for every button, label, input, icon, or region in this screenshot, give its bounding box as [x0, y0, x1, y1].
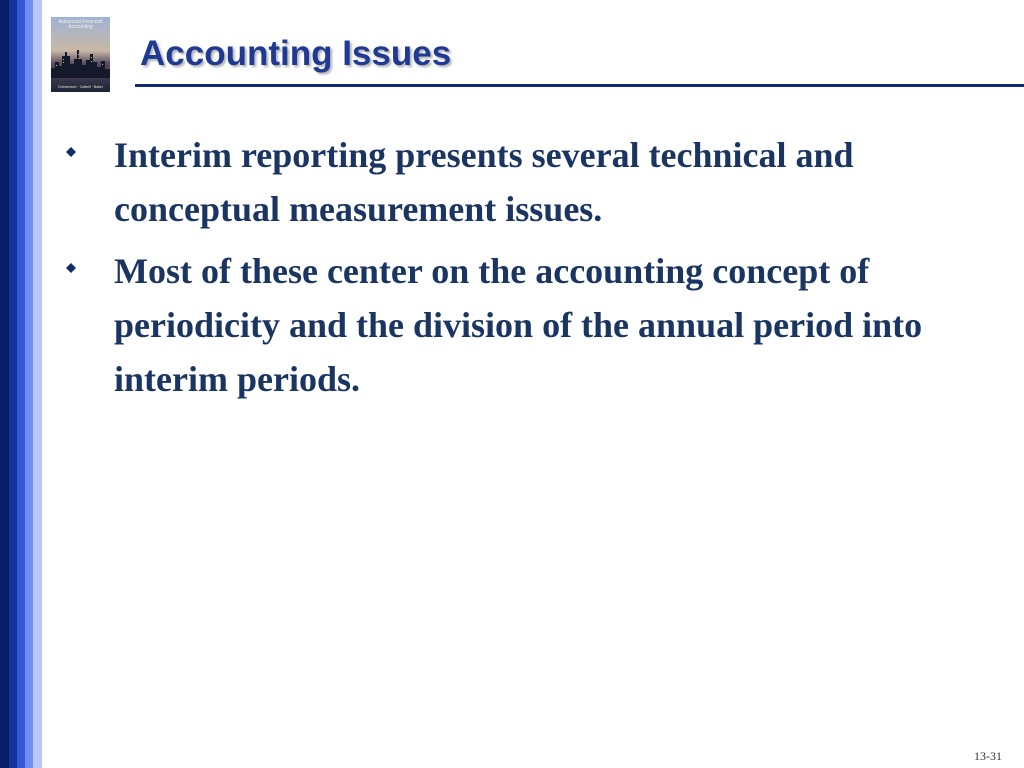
title-divider: [135, 84, 1024, 87]
city-skyline-icon: [51, 48, 110, 78]
bullet-text: Most of these center on the accounting concept of periodicity and the division of the annual period into interim periods.: [114, 251, 923, 399]
book-cover-thumbnail: [51, 17, 110, 92]
side-stripe-decoration: [0, 0, 42, 768]
book-cover-authors: Christensen · Cottrell · Baker: [57, 85, 104, 89]
book-cover-title: Advanced Financial Accounting: [58, 19, 103, 30]
bullet-text: Interim reporting presents several technical and conceptual measurement issues.: [114, 135, 854, 229]
stripe: [9, 0, 17, 768]
slide-title: Accounting Issues: [140, 34, 452, 73]
stripe: [25, 0, 33, 768]
diamond-bullet-icon: [66, 263, 76, 273]
bullet-item: [64, 128, 994, 236]
stripe: [0, 0, 9, 768]
page-number: 13-31: [974, 749, 1002, 763]
diamond-bullet-icon: [66, 147, 76, 157]
stripe: [33, 0, 42, 768]
bullet-item: [64, 244, 994, 406]
bullet-list: [64, 128, 994, 414]
stripe: [17, 0, 25, 768]
